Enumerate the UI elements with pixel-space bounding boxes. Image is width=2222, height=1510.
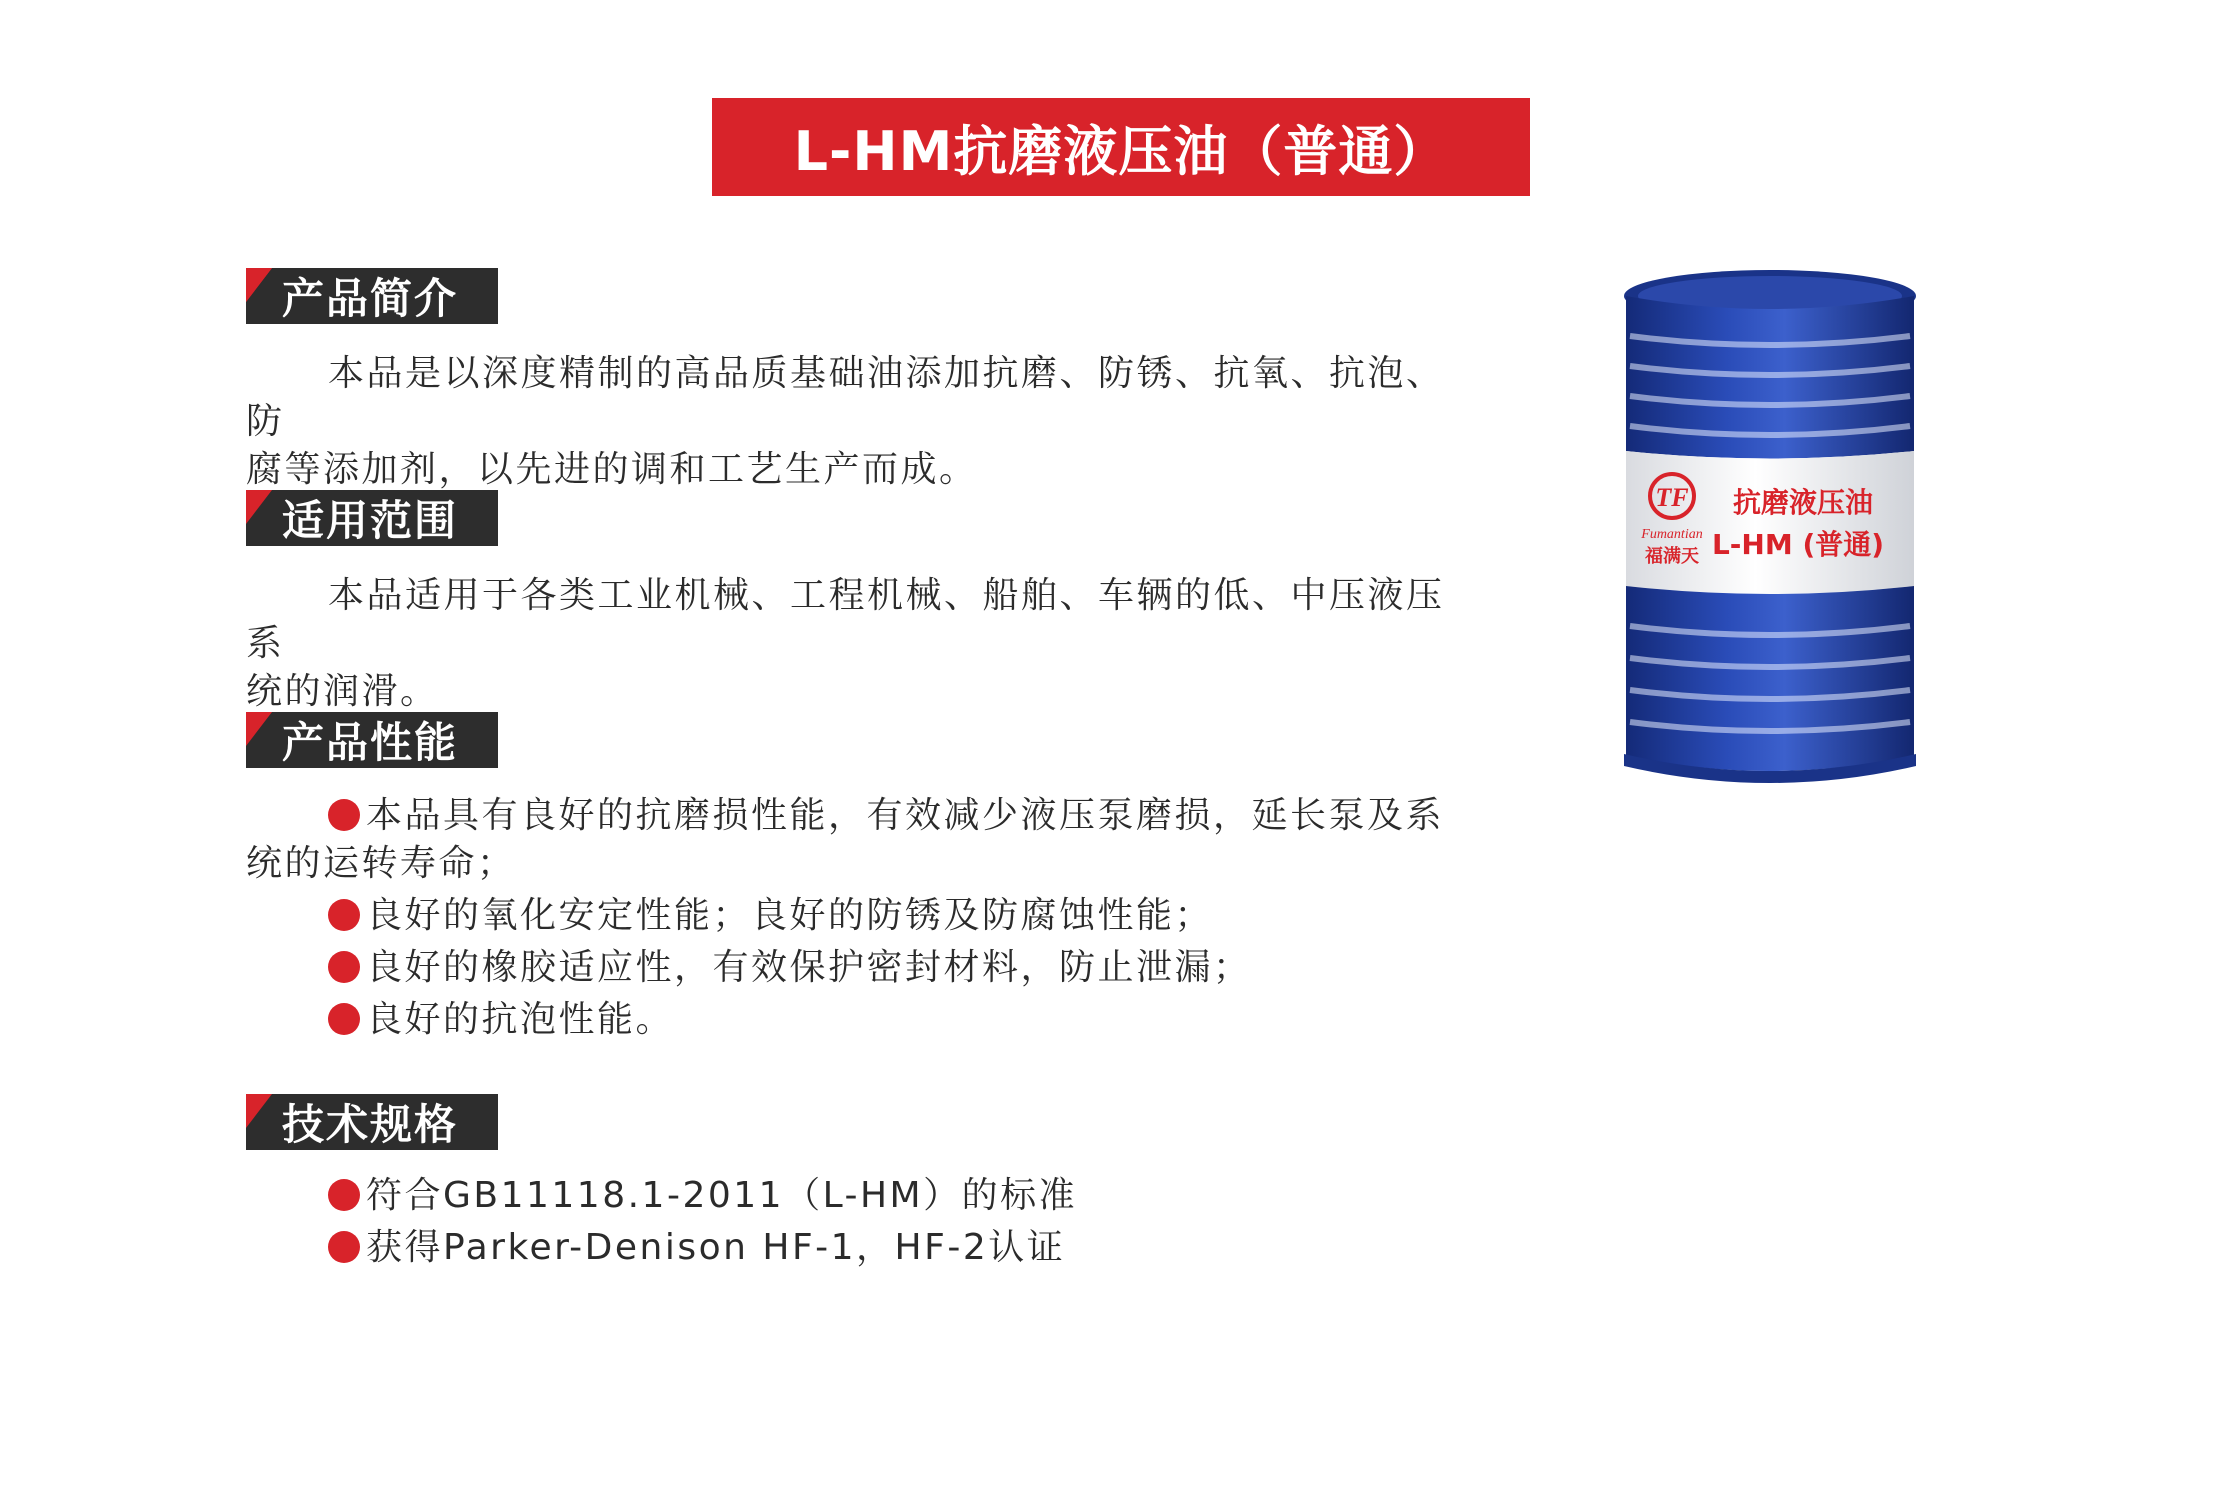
spec-bullet-2: 获得Parker-Denison HF-1，HF-2认证: [246, 1224, 1466, 1272]
scope-paragraph: [246, 572, 1466, 716]
section-header-label: 产品性能: [282, 718, 459, 767]
performance-bullet-3: 良好的橡胶适应性，有效保护密封材料，防止泄漏；: [246, 944, 1466, 992]
red-slash-icon: [246, 490, 278, 546]
red-dot-icon: [328, 799, 360, 831]
page-title: L-HM抗磨液压油（普通）: [712, 98, 1530, 196]
intro-line-2: 腐等添加剂，以先进的调和工艺生产而成。: [246, 449, 978, 490]
scope-line-1: 本品适用于各类工业机械、工程机械、船舶、车辆的低、中压液压系: [246, 575, 1445, 664]
intro-line-1: 本品是以深度精制的高品质基础油添加抗磨、防锈、抗氧、抗泡、防: [246, 353, 1445, 442]
scope-line-2: 统的润滑。: [246, 671, 439, 712]
performance-bullet-2: 良好的氧化安定性能；良好的防锈及防腐蚀性能；: [246, 892, 1466, 940]
section-header-scope: [246, 490, 498, 546]
red-dot-icon: [328, 1179, 360, 1211]
svg-text:TF: TF: [1655, 483, 1689, 512]
red-dot-icon: [328, 1003, 360, 1035]
section-header-label: 技术规格: [282, 1100, 459, 1149]
red-slash-icon: [246, 712, 278, 768]
section-header-performance: [246, 712, 498, 768]
intro-paragraph: [246, 350, 1466, 494]
svg-text:L-HM (普通): L-HM (普通): [1711, 528, 1885, 561]
red-dot-icon: [328, 899, 360, 931]
section-header-label: 适用范围: [282, 496, 459, 545]
red-slash-icon: [246, 268, 278, 324]
section-header-label: 产品简介: [282, 274, 459, 323]
performance-bullet-1-cont: 统的运转寿命；: [246, 843, 516, 884]
performance-bullet-1: 本品具有良好的抗磨损性能，有效减少液压泵磨损，延长泵及系: [246, 792, 1466, 840]
svg-text:Fumantian: Fumantian: [1641, 527, 1703, 542]
section-header-spec: [246, 1094, 498, 1150]
svg-text:抗磨液压油: 抗磨液压油: [1732, 486, 1874, 519]
section-header-intro: [246, 268, 498, 324]
red-dot-icon: [328, 951, 360, 983]
oil-barrel-image: [1620, 266, 1920, 796]
red-dot-icon: [328, 1231, 360, 1263]
performance-bullet-4: 良好的抗泡性能。: [246, 996, 1466, 1044]
spec-bullet-1: 符合GB11118.1-2011（L-HM）的标准: [246, 1172, 1466, 1220]
svg-text:福满天: 福满天: [1645, 546, 1699, 567]
red-slash-icon: [246, 1094, 278, 1150]
